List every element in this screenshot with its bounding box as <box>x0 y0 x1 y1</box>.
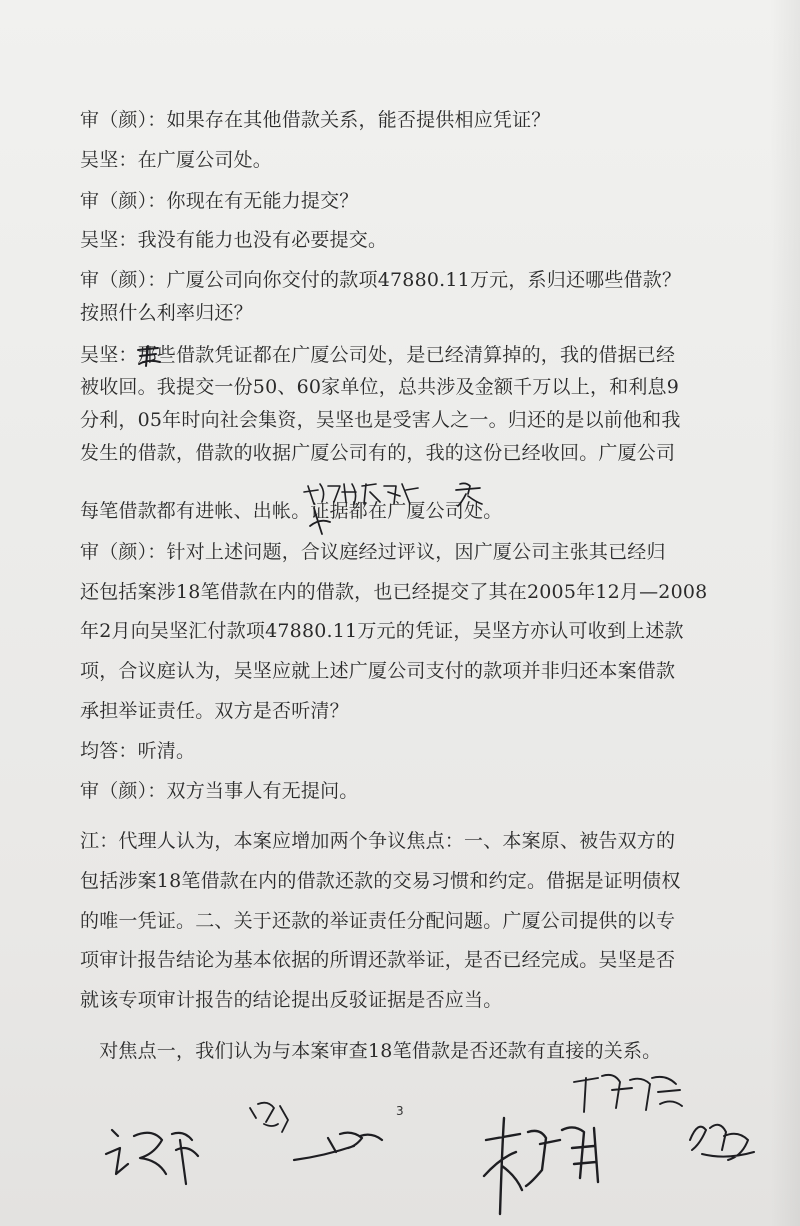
transcript-line: 审（颜）：双方当事人有无提问。 <box>80 780 359 802</box>
transcript-line: 年2月向吴坚汇付款项47880.11万元的凭证，吴坚方亦认可收到上述款 <box>80 620 684 642</box>
transcript-line: 吴坚：在广厦公司处。 <box>80 149 273 171</box>
transcript-line: 的唯一凭证。二、关于还款的举证责任分配问题。广厦公司提供的以专 <box>80 910 676 932</box>
transcript-line: 分利，05年时向社会集资，吴坚也是受害人之一。归还的是以前他和我 <box>80 409 681 431</box>
signature-4 <box>568 1068 688 1128</box>
transcript-line: 审（颜）：针对上述问题，合议庭经过评议，因广厦公司主张其已经归 <box>80 541 666 563</box>
transcript-line: 江：代理人认为，本案应增加两个争议焦点：一、本案原、被告双方的 <box>80 830 676 852</box>
transcript-line: 吴坚：那些借款凭证都在广厦公司处，是已经清算掉的，我的借据已经 <box>80 344 676 366</box>
transcript-line: 项审计报告结论为基本依据的所谓还款举证，是否已经完成。吴坚是否 <box>80 949 676 971</box>
transcript-line: 审（颜）：你现在有无能力提交？ <box>80 190 359 212</box>
transcript-line: 还包括案涉18笔借款在内的借款，也已经提交了其在2005年12月—2008 <box>80 581 708 603</box>
transcript-line: 审（颜）：广厦公司向你交付的款项47880.11万元，系归还哪些借款？ <box>80 269 682 291</box>
transcript-line: 按照什么利率归还？ <box>80 302 253 324</box>
transcript-line: 审（颜）：如果存在其他借款关系，能否提供相应凭证？ <box>80 109 551 131</box>
transcript-line: 就该专项审计报告的结论提出反驳证据是否应当。 <box>80 989 503 1011</box>
transcript-line: 项，合议庭认为，吴坚应就上述广厦公司支付的款项并非归还本案借款 <box>80 660 676 682</box>
signature-2 <box>244 1094 394 1184</box>
signature-5 <box>682 1110 762 1170</box>
transcript-line: 承担举证责任。双方是否听清？ <box>80 700 349 722</box>
transcript-line: 包括涉案18笔借款在内的借款还款的交易习惯和约定。借据是证明债权 <box>80 870 681 892</box>
transcript-line: 每笔借款都有进帐、出帐。证据都在广厦公司处。 <box>80 500 503 522</box>
page-number: 3 <box>396 1104 404 1118</box>
page-edge-shadow <box>770 0 800 1226</box>
handwritten-insertion <box>300 478 510 538</box>
transcript-line: 吴坚：我没有能力也没有必要提交。 <box>80 229 388 251</box>
transcript-line: 对焦点一，我们认为与本案审查18笔借款是否还款有直接的关系。 <box>80 1040 662 1062</box>
transcript-line: 均答：听清。 <box>80 740 196 762</box>
handwritten-correction-mark <box>136 344 162 368</box>
transcript-line: 被收回。我提交一份50、60家单位，总共涉及金额千万以上，和利息9 <box>80 376 680 398</box>
signature-1 <box>100 1110 210 1190</box>
transcript-line: 发生的借款，借款的收据广厦公司有的，我的这份已经收回。广厦公司 <box>80 442 676 464</box>
